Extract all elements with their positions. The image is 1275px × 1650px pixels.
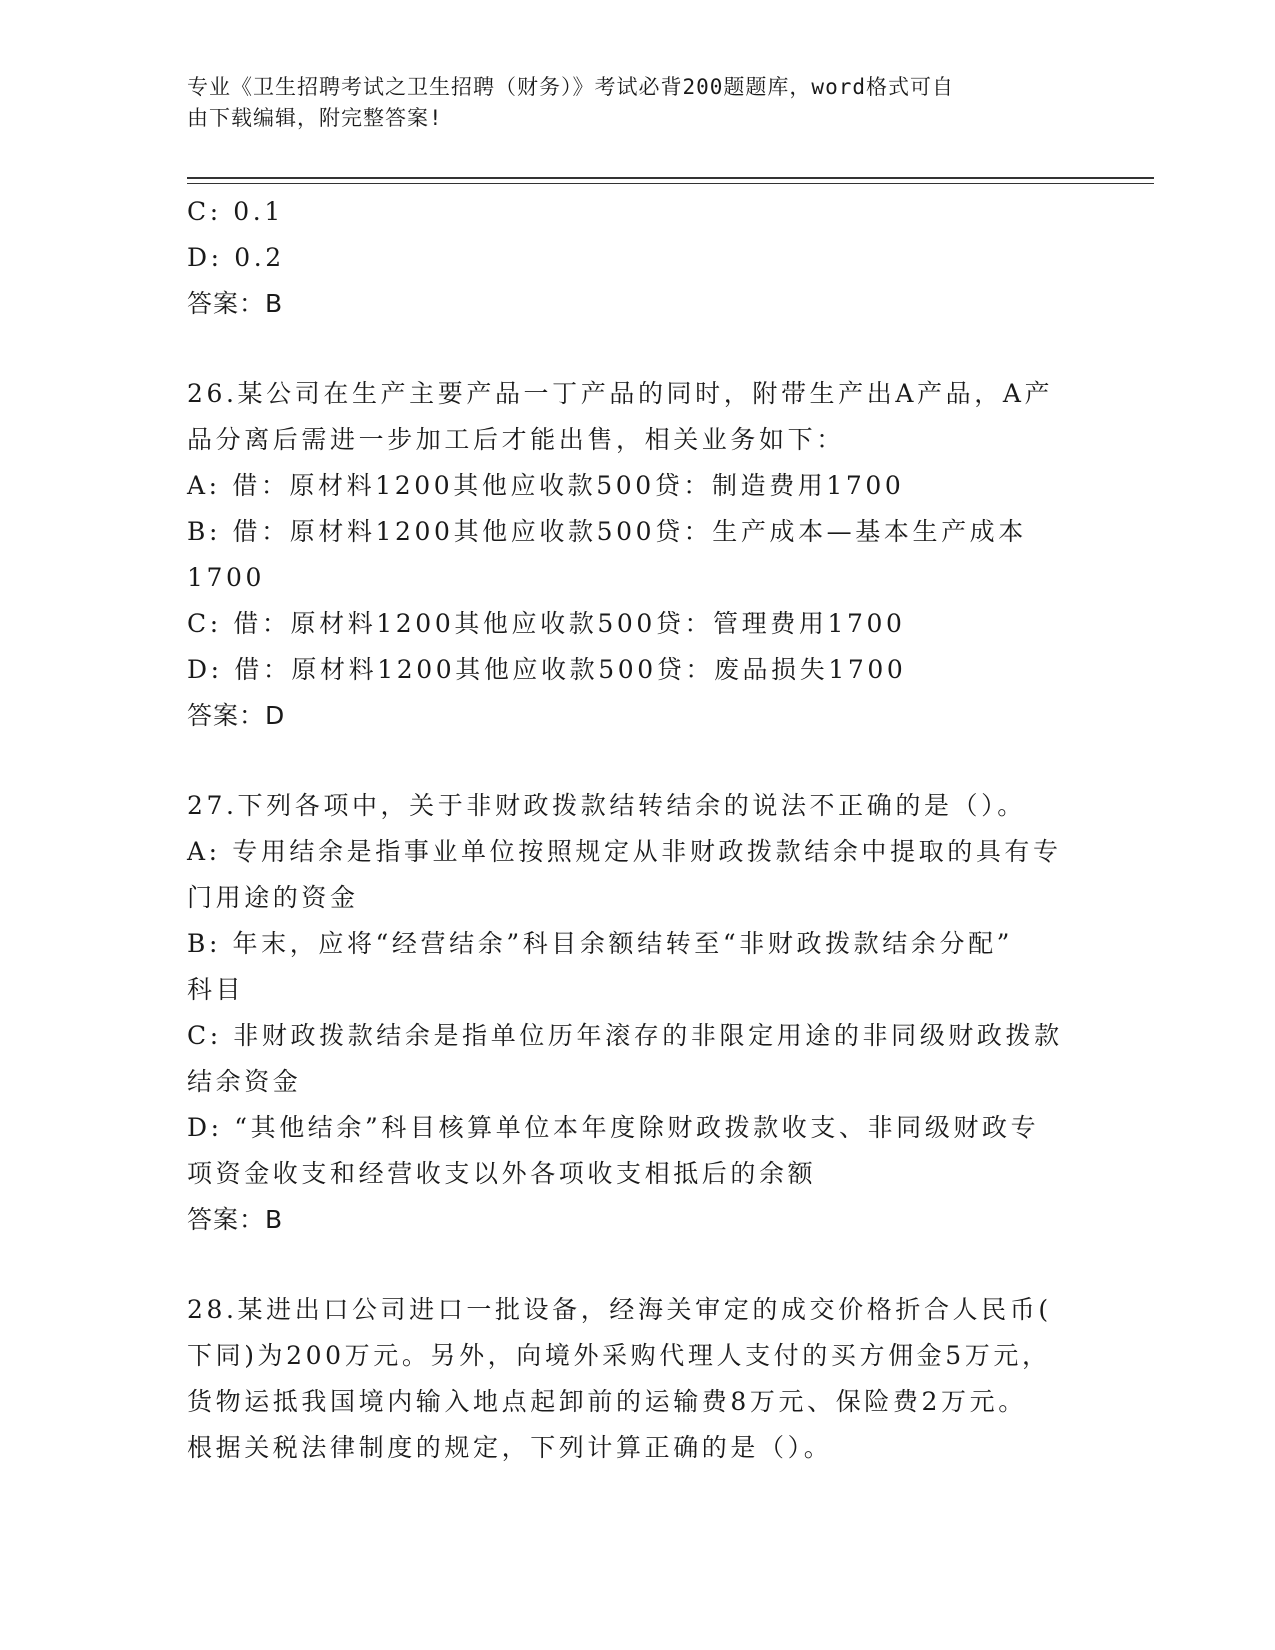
header-rule-thin	[187, 183, 1154, 184]
question-26	[187, 371, 1087, 739]
question-25-tail	[187, 189, 1087, 327]
option-a: A: 借：原材料1200其他应收款500贷：制造费用1700	[187, 471, 905, 500]
option-b-continued: 1700	[187, 563, 266, 592]
option-b-continued: 科目	[187, 975, 245, 1004]
option-c: C: 非财政拨款结余是指单位历年滚存的非限定用途的非同级财政拨款	[187, 1021, 1063, 1050]
option-b: B: 借：原材料1200其他应收款500贷：生产成本—基本生产成本	[187, 517, 1027, 546]
question-28	[187, 1287, 1087, 1471]
option-d: D: 0.2	[187, 243, 285, 272]
question-stem: 品分离后需进一步加工后才能出售，相关业务如下：	[187, 425, 845, 454]
answer: 答案：D	[187, 701, 286, 730]
question-stem: 27.下列各项中，关于非财政拨款结转结余的说法不正确的是（）。	[187, 791, 1026, 820]
option-a: A: 专用结余是指事业单位按照规定从非财政拨款结余中提取的具有专	[187, 837, 1062, 866]
header-line-1: 专业《卫生招聘考试之卫生招聘（财务）》考试必背200题题库，word格式可自	[187, 75, 954, 99]
header-rule-thick	[187, 177, 1154, 179]
question-stem: 下同)为200万元。另外，向境外采购代理人支付的买方佣金5万元，	[187, 1341, 1051, 1370]
option-c: C: 借：原材料1200其他应收款500贷：管理费用1700	[187, 609, 906, 638]
header-line-2: 由下载编辑，附完整答案!	[187, 106, 443, 130]
document-header	[187, 72, 1067, 134]
question-27	[187, 783, 1087, 1243]
question-stem: 货物运抵我国境内输入地点起卸前的运输费8万元、保险费2万元。	[187, 1387, 1027, 1416]
spacer	[187, 327, 1087, 371]
option-d-continued: 项资金收支和经营收支以外各项收支相抵后的余额	[187, 1159, 817, 1188]
spacer	[187, 1243, 1087, 1287]
option-b: B: 年末，应将“经营结余”科目余额结转至“非财政拨款结余分配”	[187, 929, 1014, 958]
answer: 答案：B	[187, 289, 284, 318]
option-c: C: 0.1	[187, 197, 284, 226]
question-stem: 根据关税法律制度的规定，下列计算正确的是（）。	[187, 1433, 833, 1462]
question-stem: 26.某公司在生产主要产品一丁产品的同时，附带生产出A产品，A产	[187, 379, 1054, 408]
spacer	[187, 739, 1087, 783]
question-content	[187, 189, 1087, 1471]
option-d: D: “其他结余”科目核算单位本年度除财政拨款收支、非同级财政专	[187, 1113, 1040, 1142]
answer: 答案：B	[187, 1205, 284, 1234]
option-a-continued: 门用途的资金	[187, 883, 359, 912]
option-c-continued: 结余资金	[187, 1067, 302, 1096]
option-d: D: 借：原材料1200其他应收款500贷：废品损失1700	[187, 655, 907, 684]
question-stem: 28.某进出口公司进口一批设备，经海关审定的成交价格折合人民币(	[187, 1295, 1052, 1324]
